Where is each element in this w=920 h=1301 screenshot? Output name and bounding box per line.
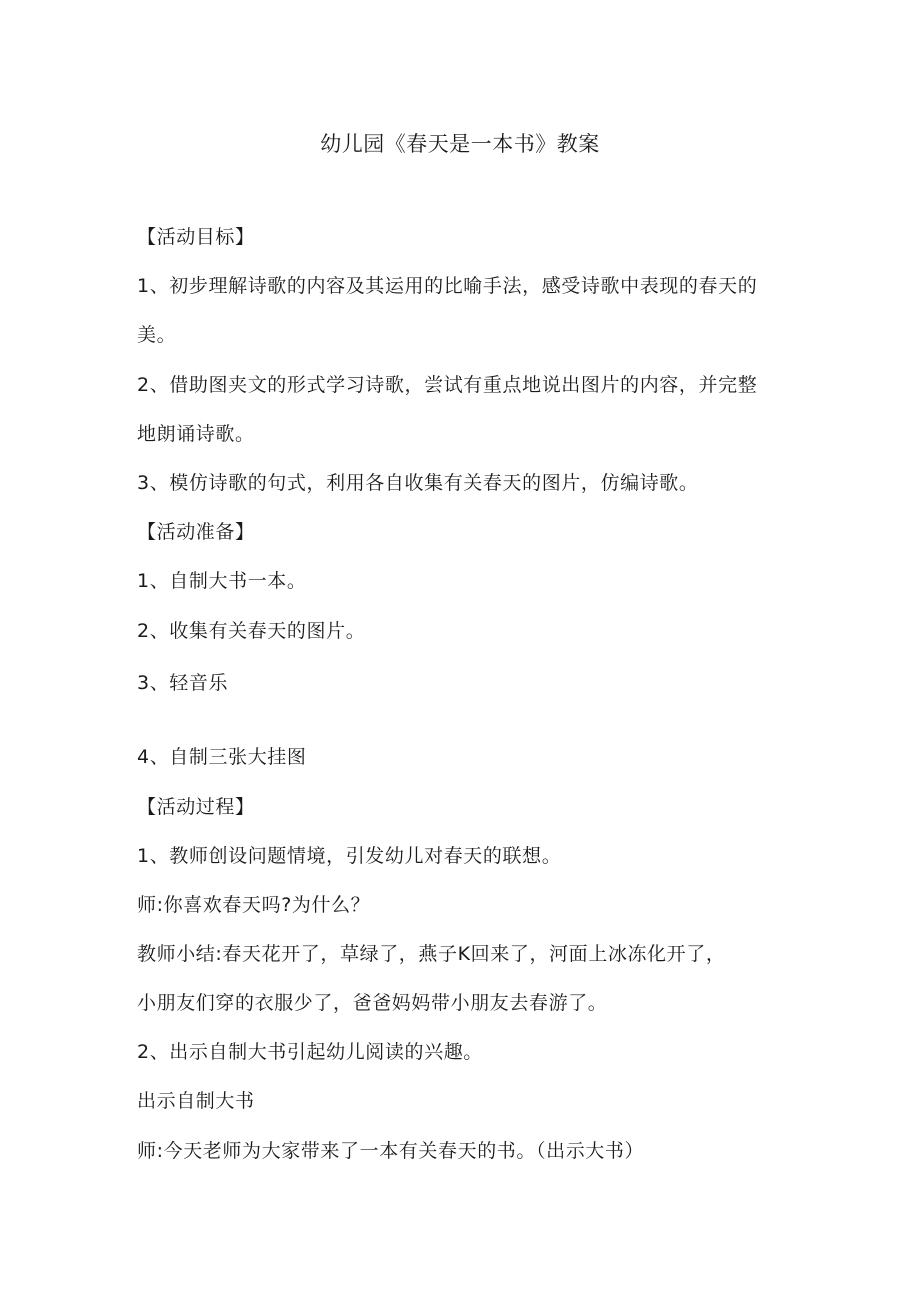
objective-2-line-2: 地朗诵诗歌。 bbox=[137, 423, 255, 445]
section-heading-process: 【活动过程】 bbox=[137, 796, 255, 818]
document-title: 幼儿园《春天是一本书》教案 bbox=[320, 132, 600, 156]
preparation-4: 4、自制三张大挂图 bbox=[137, 746, 307, 768]
show-big-book: 出示自制大书 bbox=[137, 1090, 255, 1112]
objective-2-line-1: 2、借助图夹文的形式学习诗歌，尝试有重点地说出图片的内容，并完整 bbox=[137, 374, 758, 396]
teacher-summary-line-1: 教师小结:春天花开了，草绿了，燕子K回来了，河面上冰冻化开了， bbox=[137, 943, 726, 965]
objective-1-line-1: 1、初步理解诗歌的内容及其运用的比喻手法，感受诗歌中表现的春天的 bbox=[137, 275, 758, 297]
process-step-2: 2、出示自制大书引起幼儿阅读的兴趣。 bbox=[137, 1041, 483, 1063]
preparation-2: 2、收集有关春天的图片。 bbox=[137, 620, 366, 642]
teacher-summary-line-2: 小朋友们穿的衣服少了，爸爸妈妈带小朋友去春游了。 bbox=[137, 992, 608, 1014]
preparation-3: 3、轻音乐 bbox=[137, 672, 229, 694]
teacher-intro-book: 师:今天老师为大家带来了一本有关春天的书。（出示大书） bbox=[137, 1140, 645, 1162]
objective-1-line-2: 美。 bbox=[137, 324, 177, 346]
teacher-question: 师:你喜欢春天吗?为什么？ bbox=[137, 894, 371, 916]
section-heading-preparation: 【活动准备】 bbox=[137, 521, 255, 543]
preparation-1: 1、自制大书一本。 bbox=[137, 570, 307, 592]
process-step-1: 1、教师创设问题情境，引发幼儿对春天的联想。 bbox=[137, 845, 562, 867]
objective-3: 3、模仿诗歌的句式，利用各自收集有关春天的图片，仿编诗歌。 bbox=[137, 472, 699, 494]
section-heading-objectives: 【活动目标】 bbox=[137, 226, 255, 248]
